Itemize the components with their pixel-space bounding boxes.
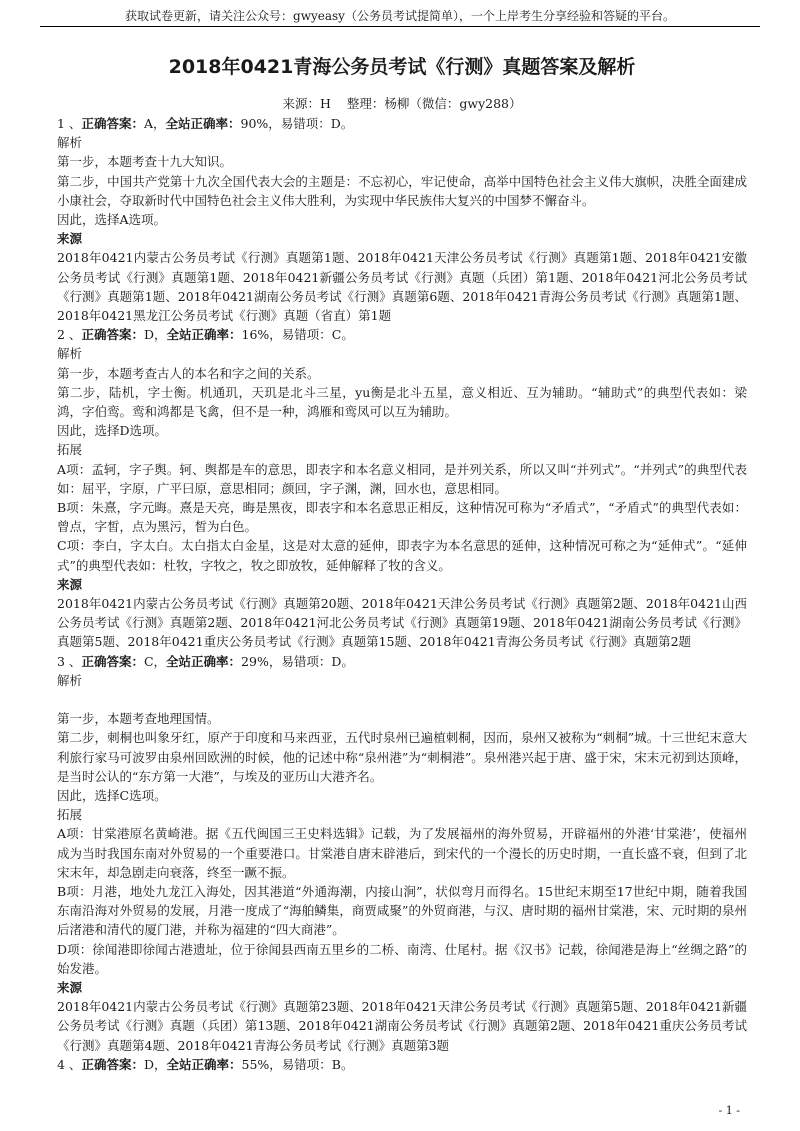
question-2-analysis-step2: 第二步，陆机，字士衡。机通玑，天玑是北斗三星，yu衡是北斗五星，意义相近、互为辅助。“辅助式”的典型代表如：梁鸿，字伯鸾。鸾和鸿都是飞禽，但不是一种，鸿雁和鸾凤可以互为辅助。 bbox=[57, 384, 747, 420]
question-2-source: 2018年0421内蒙古公务员考试《行测》真题第20题、2018年0421天津公务员考试《行测》真题第2题、2018年0421山西公务员考试《行测》真题第2题、2018年0421河北公务员考试《行测》真题第19题、2018年0421湖南公务员考试《行测》真题第5题、2018年0421重庆公务员考试《行测》真题第15题、2018年0421青海公务员考试《行测》真题第2题 bbox=[57, 596, 747, 650]
question-3-extend-d: D项：徐闻港即徐闻古港遗址，位于徐闻县西南五里乡的二桥、南湾、仕尾村。据《汉书》记载，徐闻港是海上“丝绸之路”的始发港。 bbox=[57, 941, 747, 976]
header-banner: 获取试卷更新，请关注公众号：gwyeasy（公务员考试提简单），一个上岸考生分享经验和答疑的平台。 bbox=[40, 6, 760, 27]
question-3-analysis-step2: 第二步，刺桐也叫象牙红，原产于印度和马来西亚，五代时泉州已遍植刺桐，因而，泉州又被称为“刺桐”城。十三世纪末意大利旅行家马可波罗由泉州回欧洲的时候，他的记述中称“泉州港”为“刺桐港”。泉州港兴起于唐、盛于宋，宋末元初到达顶峰，是当时公认的“东方第一大港”，与埃及的亚历山大港齐名。 bbox=[57, 730, 747, 784]
question-1-source: 2018年0421内蒙古公务员考试《行测》真题第1题、2018年0421天津公务员考试《行测》真题第1题、2018年0421安徽公务员考试《行测》真题第1题、2018年0421新疆公务员考试《行测》真题（兵团）第1题、2018年0421河北公务员考试《行测》真题第1题、2018年0421湖南公务员考试《行测》真题第6题、2018年0421青海公务员考试《行测》真题第1题、2018年0421黑龙江公务员考试《行测》真题（省直）第1题 bbox=[57, 250, 747, 324]
question-3-extend-label: 拓展 bbox=[57, 807, 83, 823]
question-1-header: 1 、正确答案：A，全站正确率：90%，易错项：D。 bbox=[57, 116, 354, 131]
question-3-extend-b: B项：月港，地处九龙江入海处，因其港道“外通海潮，内接山涧”，状似弯月而得名。15世纪末期至17世纪中期，随着我国东南沿海对外贸易的发展，月港一度成了“海舶鳞集，商贾咸聚”的外贸商港，与汉、唐时期的福州甘棠港，宋、元时期的泉州后渚港和清代的厦门港，并称为福建的“四大商港”。 bbox=[57, 883, 747, 938]
question-3-conclusion: 因此，选择C选项。 bbox=[57, 787, 167, 803]
question-3-analysis-label: 解析 bbox=[57, 672, 83, 688]
question-1-source-label: 来源 bbox=[57, 231, 83, 247]
question-2-analysis-step1: 第一步，本题考查古人的本名和字之间的关系。 bbox=[57, 365, 320, 381]
question-3-source: 2018年0421内蒙古公务员考试《行测》真题第23题、2018年0421天津公务员考试《行测》真题第5题、2018年0421新疆公务员考试《行测》真题（兵团）第13题、2018年0421湖南公务员考试《行测》真题第2题、2018年0421重庆公务员考试《行测》真题第4题、2018年0421青海公务员考试《行测》真题第3题 bbox=[57, 999, 747, 1053]
question-2-analysis-label: 解析 bbox=[57, 346, 83, 362]
question-2-extend-label: 拓展 bbox=[57, 442, 83, 458]
question-1-conclusion: 因此，选择A选项。 bbox=[57, 212, 167, 228]
question-3-source-label: 来源 bbox=[57, 979, 83, 995]
question-2-extend-b: B项：朱熹，字元晦。熹是天亮，晦是黑夜，即表字和本名意思正相反，这种情况可称为“矛盾式”，“矛盾式”的典型代表如：曾点，字皙，点为黑污，皙为白色。 bbox=[57, 500, 747, 535]
question-2-source-label: 来源 bbox=[57, 576, 83, 592]
question-1-analysis-step2: 第二步，中国共产党第十九次全国代表大会的主题是：不忘初心，牢记使命，高举中国特色社会主义伟大旗帜，决胜全面建成小康社会，夺取新时代中国特色社会主义伟大胜利，为实现中华民族伟大复兴的中国梦不懈奋斗。 bbox=[57, 173, 747, 208]
question-1-analysis-label: 解析 bbox=[57, 135, 83, 151]
byline-editor: 整理：杨柳（微信：gwy288） bbox=[346, 96, 522, 111]
question-3-header: 3 、正确答案：C，全站正确率：29%，易错项：D。 bbox=[57, 653, 354, 669]
question-2-header: 2 、正确答案：D，全站正确率：16%，易错项：C。 bbox=[57, 327, 354, 343]
question-3-extend-a: A项：甘棠港原名黄崎港。据《五代闽国三王史料选辑》记载，为了发展福州的海外贸易，开辟福州的外港‘甘棠港’，使福州成为当时我国东南对外贸易的一个重要港口。甘棠港自唐末辟港后，到宋代的一个漫长的历史时期，一直长盛不衰，但到了北宋末年，却急剧走向衰落，终至一蹶不振。 bbox=[57, 826, 747, 880]
question-2-extend-a: A项：孟轲，字子舆。轲、舆都是车的意思，即表字和本名意义相同，是并列关系，所以又叫“并列式”。“并列式”的典型代表如：屈平，字原，广平曰原，意思相同；颜回，字子渊，渊，回水也，意思相同。 bbox=[57, 461, 747, 496]
question-2-conclusion: 因此，选择D选项。 bbox=[57, 423, 168, 439]
question-1-analysis-step1: 第一步，本题考查十九大知识。 bbox=[57, 154, 233, 170]
byline bbox=[57, 94, 747, 114]
document-body bbox=[57, 50, 747, 1074]
page-title: 2018年0421青海公务员考试《行测》真题答案及解析 bbox=[168, 56, 636, 78]
question-3-analysis-step1: 第一步，本题考查地理国情。 bbox=[57, 711, 220, 727]
spacer bbox=[57, 690, 747, 709]
page-number: - 1 - bbox=[718, 1104, 740, 1117]
question-4-header: 4 、正确答案：D，全站正确率：55%，易错项：B。 bbox=[57, 1056, 354, 1072]
byline-source: 来源：H bbox=[282, 96, 331, 111]
question-2-extend-c: C项：李白，字太白。太白指太白金星，这是对太意的延伸，即表字为本名意思的延伸，这种情况可称之为“延伸式”。“延伸式”的典型代表如：杜牧，字牧之，牧之即放牧，延伸解释了牧的含义。 bbox=[57, 538, 747, 573]
